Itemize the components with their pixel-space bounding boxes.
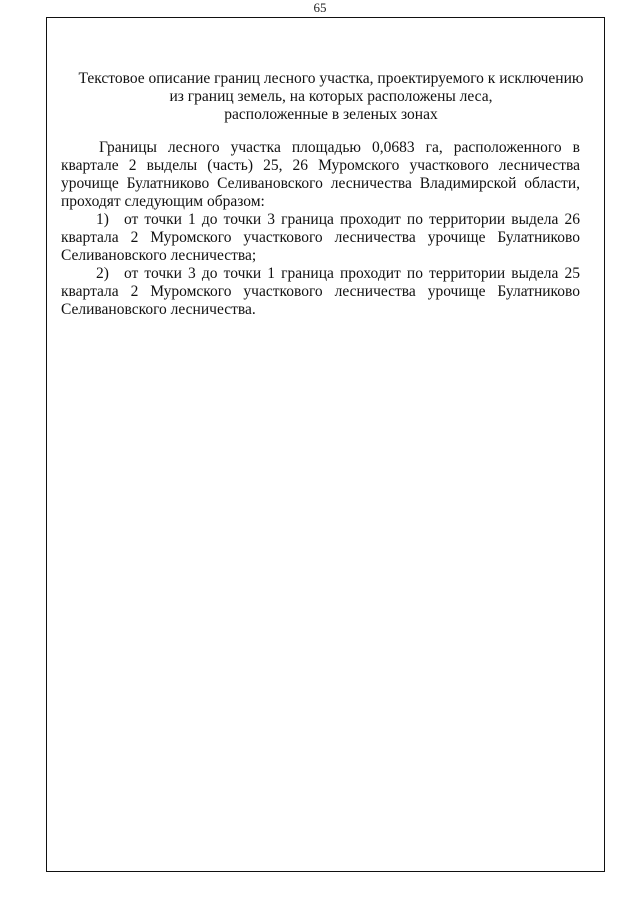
list-item-2 [61,265,580,319]
list-item-1-text: от точки 1 до точки 3 граница проходит по территории выдела 26 квартала 2 Муромского участкового лесничества урочище Булатниково Селивановского лесничества; [61,211,580,264]
document-body [61,139,580,319]
document-title [46,70,616,124]
title-line-1: Текстовое описание границ лесного участка, проектируемого к исключению [78,70,584,87]
page-number: 65 [313,0,327,15]
list-item-2-number: 2) [96,265,109,282]
intro-paragraph: Границы лесного участка площадью 0,0683 га, расположенного в квартале 2 выделы (часть) 25, 26 Муромского участкового лесничества урочище Булатниково Селивановского лесничества Владимирской области, проходят следующим образом: [61,139,580,210]
list-item-2-text: от точки 3 до точки 1 граница проходит по территории выдела 25 квартала 2 Муромского участкового лесничества урочище Булатниково Селивановского лесничества. [61,265,580,318]
title-line-3: расположенные в зеленых зонах [224,106,438,123]
list-item-1-number: 1) [96,211,109,228]
list-item-1 [61,211,580,265]
title-line-2: из границ земель, на которых расположены леса, [169,88,493,105]
